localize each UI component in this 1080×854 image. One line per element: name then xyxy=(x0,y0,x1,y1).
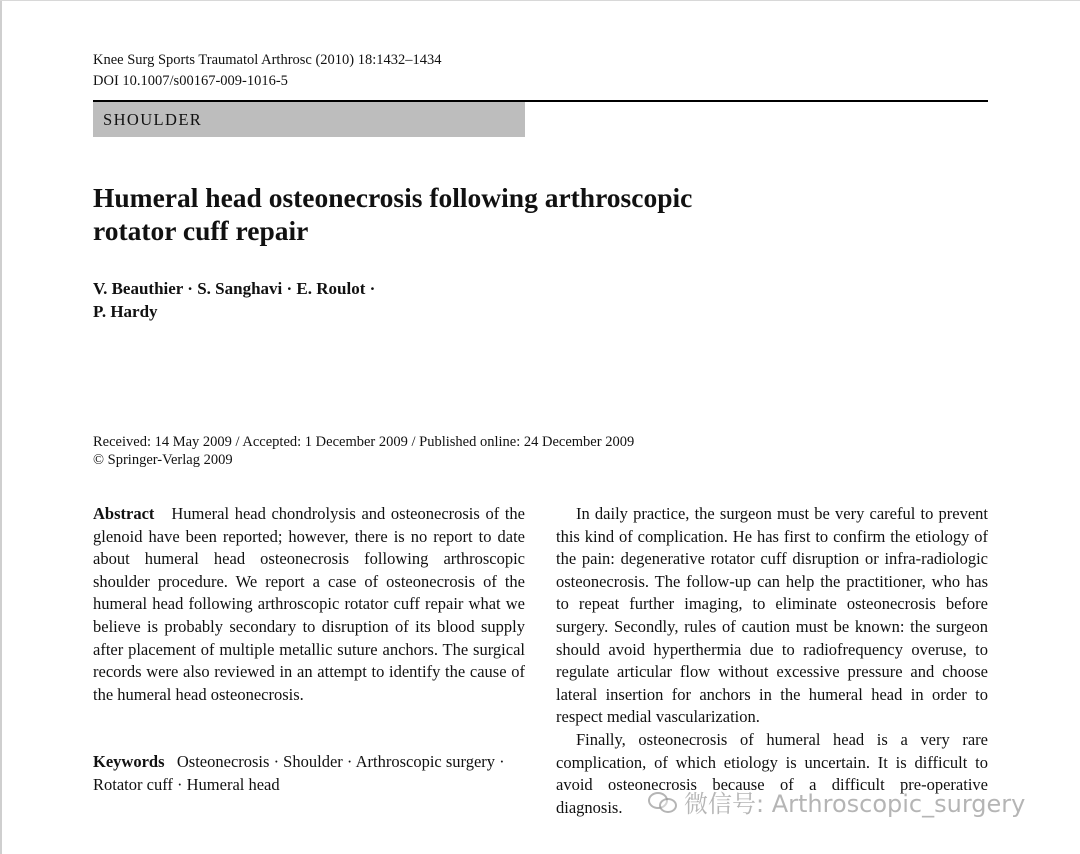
copyright: © Springer-Verlag 2009 xyxy=(93,452,233,468)
watermark xyxy=(648,784,1025,819)
section-band xyxy=(93,102,525,137)
authors-line-2: P. Hardy xyxy=(93,302,158,321)
publication-dates: Received: 14 May 2009 / Accepted: 1 December 2009 / Published online: 24 December 2009 xyxy=(93,434,635,450)
keywords-text: Osteonecrosis · Shoulder · Arthroscopic surgery · Rotator cuff · Humeral head xyxy=(93,752,505,794)
page-edge xyxy=(0,0,2,854)
abstract-paragraph xyxy=(93,503,525,706)
doi: DOI 10.1007/s00167-009-1016-5 xyxy=(93,73,288,89)
section-label: SHOULDER xyxy=(103,110,203,129)
authors-line-1: V. Beauthier · S. Sanghavi · E. Roulot · xyxy=(93,279,376,298)
keywords-block xyxy=(93,751,525,796)
article-history xyxy=(93,433,634,469)
page-top-edge xyxy=(0,0,1080,1)
journal-citation: Knee Surg Sports Traumatol Arthrosc (2010) 18:1432–1434 xyxy=(93,52,442,68)
abstract-heading: Abstract xyxy=(93,504,155,523)
abstract-text: Humeral head chondrolysis and osteonecrosis of the glenoid have been reported; however, there is no report to date about humeral head osteonecrosis following arthroscopic shoulder procedure. We report a case of osteonecrosis of the humeral head following arthroscopic rotator cuff repair what we believe is probably secondary to disruption of its blood supply after placement of multiple metallic suture anchors. The surgical records were also reviewed in an attempt to identify the cause of the humeral head osteonecrosis. xyxy=(93,504,525,704)
body-paragraph-2: Finally, osteonecrosis of humeral head is a very rare complication, of which etiology is uncertain. It is difficult to avoid osteonecrosis because of a difficult pre-operative diagnosis. xyxy=(556,729,988,817)
wechat-icon xyxy=(648,790,678,814)
title-line-1: Humeral head osteonecrosis following arthroscopic xyxy=(93,182,693,213)
author-list xyxy=(93,277,375,323)
abstract-block xyxy=(93,503,525,706)
body-paragraph-1: In daily practice, the surgeon must be very careful to prevent this kind of complication. He has first to confirm the etiology of the pain: degenerative rotator cuff disruption or infra-radiologic osteonecrosis. The follow-up can help the practitioner, who has to repeat further imaging, to eliminate osteonecrosis before surgery. Secondly, rules of caution must be known: the surgeon should avoid hyperthermia due to radiofrequency overuse, to regulate articular flow without excessive pressure and choose lateral insertion for anchors in the humeral head in order to respect medial vascularization. xyxy=(556,504,988,727)
watermark-text: 微信号: Arthroscopic_surgery xyxy=(684,790,1026,818)
keywords-heading: Keywords xyxy=(93,752,165,771)
article-title xyxy=(93,181,793,247)
body-column xyxy=(556,503,988,819)
title-line-2: rotator cuff repair xyxy=(93,215,309,246)
